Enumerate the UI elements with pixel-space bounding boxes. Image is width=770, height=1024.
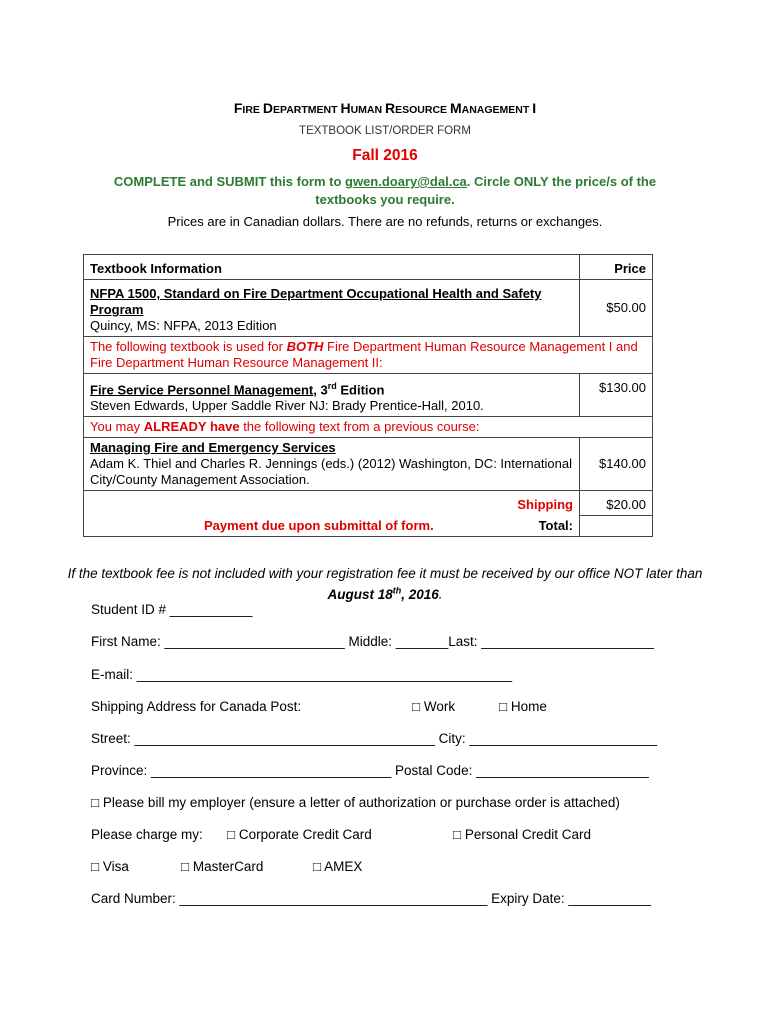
shipping-price[interactable]: $20.00 (580, 491, 653, 516)
book1-price[interactable]: $50.00 (580, 280, 653, 337)
table-row (84, 374, 653, 417)
table-row (84, 280, 653, 337)
email-field[interactable]: E-mail: __________________________________________________ (91, 667, 513, 682)
home-checkbox[interactable]: □ Home (499, 699, 547, 714)
book1-title: NFPA 1500, Standard on Fire Department Occupational Health and Safety Program (90, 286, 542, 317)
total-label: Total: (538, 517, 573, 533)
shipping-row (84, 491, 653, 516)
table-row (84, 417, 653, 438)
personal-card-checkbox[interactable]: □ Personal Credit Card (453, 827, 591, 842)
col-info-header: Textbook Information (84, 255, 580, 280)
book3-info (84, 438, 580, 491)
book1-publisher: Quincy, MS: NFPA, 2013 Edition (90, 318, 277, 333)
table-row (84, 337, 653, 374)
form-title: FIRE DEPARTMENT HUMAN RESOURCE MANAGEMENT I (233, 100, 537, 116)
submit-instructions: COMPLETE and SUBMIT this form to gwen.doary@dal.ca. Circle ONLY the price/s of the textbooks you require. (113, 174, 657, 207)
work-checkbox[interactable]: □ Work (412, 699, 456, 714)
total-value[interactable] (580, 516, 653, 537)
bill-employer-checkbox[interactable]: □ Please bill my employer (ensure a letter of authorization or purchase order is attached) (91, 795, 620, 810)
name-fields[interactable]: First Name: ________________________ Middle: _______Last: _______________________ (91, 634, 654, 649)
col-price-header: Price (580, 255, 653, 280)
book2-info (84, 374, 580, 417)
both-courses-note: The following textbook is used for BOTH Fire Department Human Resource Management I and Fire Department Human Resource Management II: (84, 337, 653, 374)
deadline-date: August 18th, 2016 (327, 585, 439, 602)
student-id-field[interactable]: Student ID # ___________ (91, 602, 253, 617)
mastercard-checkbox[interactable]: □ MasterCard (181, 859, 264, 874)
prices-note: Prices are in Canadian dollars. There are no refunds, returns or exchanges. (167, 214, 603, 229)
book1-info (84, 280, 580, 337)
amex-checkbox[interactable]: □ AMEX (313, 859, 363, 874)
payment-note: Payment due upon submittal of form. (204, 517, 434, 533)
book3-publisher: Adam K. Thiel and Charles R. Jennings (eds.) (2012) Washington, DC: International City/County Management Association. (90, 456, 572, 488)
total-cell (84, 516, 580, 537)
table-row (84, 438, 653, 491)
visa-checkbox[interactable]: □ Visa (91, 859, 129, 874)
shipping-address-label: Shipping Address for Canada Post: (91, 699, 302, 714)
card-expiry-fields[interactable]: Card Number: _________________________________________ Expiry Date: ___________ (91, 891, 651, 906)
table-header-row (84, 255, 653, 280)
street-city-fields[interactable]: Street: ________________________________________ City: _________________________ (91, 731, 658, 746)
total-row (84, 516, 653, 537)
term-label: Fall 2016 (352, 147, 418, 164)
charge-label: Please charge my: (91, 827, 203, 842)
book3-price[interactable]: $140.00 (580, 438, 653, 491)
deadline-notice: If the textbook fee is not included with your registration fee it must be received by our office NOT later than August 18th, 2016. (67, 566, 703, 602)
textbook-table (83, 254, 653, 537)
province-postal-fields[interactable]: Province: ________________________________ Postal Code: _______________________ (91, 763, 649, 778)
already-have-note: You may ALREADY have the following text from a previous course: (84, 417, 653, 438)
corporate-card-checkbox[interactable]: □ Corporate Credit Card (227, 827, 372, 842)
book3-title: Managing Fire and Emergency Services (90, 440, 336, 456)
form-subtitle: TEXTBOOK LIST/ORDER FORM (299, 125, 471, 137)
book2-title: Fire Service Personnel Management, 3rd Edition (90, 381, 385, 398)
shipping-label: Shipping (84, 491, 580, 516)
book2-price[interactable]: $130.00 (580, 374, 653, 417)
email-link[interactable]: gwen.doary@dal.ca (345, 174, 467, 189)
book2-publisher: Steven Edwards, Upper Saddle River NJ: Brady Prentice-Hall, 2010. (90, 398, 484, 414)
